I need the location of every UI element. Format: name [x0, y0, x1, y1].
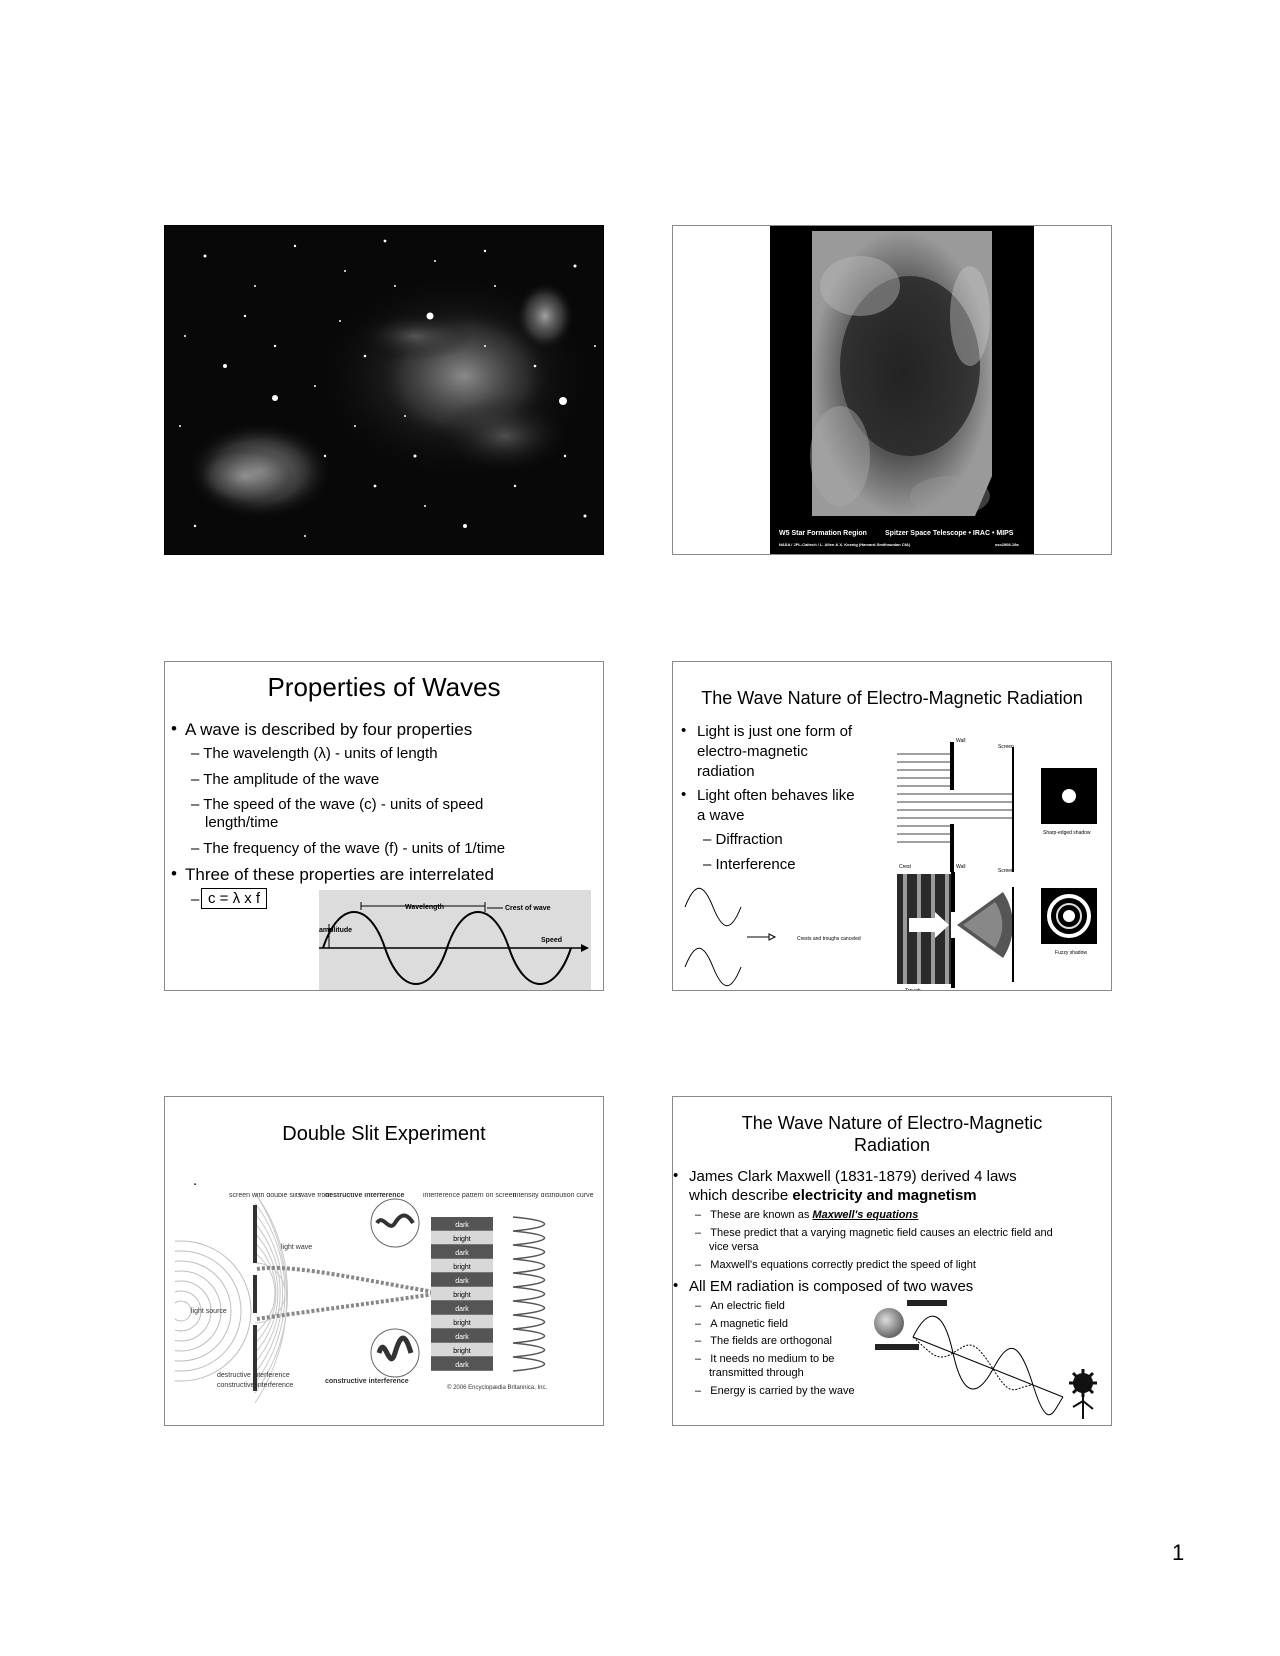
label-sharp-shadow: Sharp-edged shadow [1043, 830, 1091, 836]
sub-speed-of-light: – Maxwell's equations correctly predict the speed of light [695, 1259, 976, 1271]
bullet-four-properties: A wave is described by four properties [185, 720, 473, 739]
label-crests-troughs: Crests and troughs canceled [797, 936, 861, 942]
bullet-two-waves: All EM radiation is composed of two waves [689, 1278, 974, 1295]
bullet-light-form-2: electro-magnetic [697, 743, 808, 760]
sub-amplitude: – The amplitude of the wave [191, 771, 380, 788]
bullet-dot: • [171, 719, 177, 738]
wave-diagram [319, 890, 591, 990]
caption-credit-left: NASA / JPL-Caltech / L. Allen & X. Koenig (Harvard-Smithsonian CfA) [779, 542, 911, 547]
slide-double-slit [164, 1096, 604, 1426]
sub-speed-units: length/time [205, 814, 279, 831]
band-label: bright [453, 1235, 471, 1243]
sub-orthogonal: – The fields are orthogonal [695, 1335, 832, 1347]
band-label: dark [455, 1277, 469, 1285]
page-number: 1 [1172, 1540, 1185, 1565]
bullet-light-form: Light is just one form of [697, 723, 853, 740]
slide-properties-of-waves [164, 661, 604, 991]
slide-title: The Wave Nature of Electro-Magnetic [741, 1113, 1043, 1133]
band-label: bright [453, 1291, 471, 1299]
sub-no-medium: – It needs no medium to be [695, 1353, 835, 1365]
label-lightsource: light source [191, 1308, 227, 1315]
sub-diffraction: – Diffraction [703, 831, 783, 848]
label-intensity: intensity distribution curve [513, 1193, 594, 1199]
sub-maxwell-equations: – These are known as Maxwell's equations [695, 1209, 919, 1221]
slide-title: Properties of Waves [267, 672, 501, 702]
em-wave-diagram [873, 1297, 1109, 1421]
sub-varying-field: – These predict that a varying magnetic field causes an electric field and [695, 1227, 1053, 1239]
band-label: dark [455, 1361, 469, 1369]
bullet-light-wave: Light often behaves like [697, 787, 855, 804]
label-destructive: destructive interference [325, 1193, 405, 1199]
formula-dash: – [191, 891, 200, 908]
label-wall: Wall [956, 738, 966, 744]
band-label: dark [455, 1305, 469, 1313]
bullet-dot: • [673, 1167, 679, 1184]
slide-title: Double Slit Experiment [282, 1123, 486, 1145]
stray-dot: . [193, 1172, 198, 1189]
bullet-dot: • [681, 786, 687, 803]
label-screen-2: Screen [998, 868, 1014, 874]
bullet-interrelated: Three of these properties are interrelated [185, 865, 495, 884]
sub-magnetic: – A magnetic field [695, 1318, 788, 1330]
slide-title-line2: Radiation [853, 1135, 931, 1155]
bullet-dot: • [673, 1277, 679, 1294]
w5-nebula-photo [770, 226, 1034, 555]
label-pattern: interference pattern on screen [423, 1193, 517, 1199]
label-speed: Speed [541, 937, 563, 944]
bullet-light-wave-2: a wave [697, 807, 745, 824]
label-crest: Crest of wave [505, 905, 551, 912]
sub-varying-field-2: vice versa [709, 1241, 759, 1253]
label-wavefront: wave front [299, 1193, 332, 1199]
label-wavelength: Wavelength [405, 904, 445, 911]
slide-wave-nature-em [672, 661, 1112, 991]
sub-energy: – Energy is carried by the wave [695, 1385, 855, 1397]
label-lightwave: light wave [281, 1244, 313, 1251]
bullet-light-form-3: radiation [697, 763, 755, 780]
caption-title-right: Spitzer Space Telescope • IRAC • MIPS [885, 530, 1014, 537]
label-wall-2: Wall [956, 864, 966, 870]
sub-interference: – Interference [703, 856, 796, 873]
label-fuzzy-shadow: Fuzzy shadow [1055, 950, 1087, 956]
label-constructive: constructive interference [325, 1378, 409, 1385]
band-stack [431, 1217, 493, 1371]
sub-speed: – The speed of the wave (c) - units of speed [191, 796, 484, 813]
band-label: bright [453, 1319, 471, 1327]
label-trough: Trough [905, 988, 921, 992]
band-label: bright [453, 1347, 471, 1355]
sub-wavelength: – The wavelength (λ) - units of length [191, 745, 438, 762]
label-legend-destructive: destructive interference [217, 1372, 290, 1379]
caption-credit-right: ssc2008-19a [995, 542, 1019, 547]
bullet-dot: • [171, 864, 177, 883]
double-slit-diagram [175, 1193, 595, 1403]
sub-frequency: – The frequency of the wave (f) - units of 1/time [191, 840, 506, 857]
formula-box: c = λ x f [201, 888, 267, 909]
slide-w5-photo [672, 225, 1112, 555]
label-amplitude: amplitude [319, 927, 353, 934]
slide-title: The Wave Nature of Electro-Magnetic Radiation [701, 688, 1083, 708]
band-label: dark [455, 1249, 469, 1257]
slide-maxwell [672, 1096, 1112, 1426]
band-label: dark [455, 1333, 469, 1341]
bullet-dot: • [681, 722, 687, 739]
diffraction-diagram [673, 732, 1112, 991]
maxwell-equations-link[interactable]: Maxwell's equations [812, 1209, 919, 1221]
sub-electric: – An electric field [695, 1300, 785, 1312]
label-legend-constructive: constructive interference [217, 1382, 294, 1389]
label-screen: Screen [998, 744, 1014, 750]
band-label: bright [453, 1263, 471, 1271]
caption-title-left: W5 Star Formation Region [779, 530, 867, 537]
label-copyright: © 2006 Encyclopædia Britannica, Inc. [447, 1385, 548, 1391]
bullet-maxwell-2: which describe electricity and magnetism [689, 1187, 977, 1204]
star-field-photo [165, 226, 604, 555]
label-crest-2: Crest [899, 864, 911, 870]
sub-no-medium-2: transmitted through [709, 1367, 804, 1379]
label-screen-slits: screen with double slits [229, 1193, 302, 1199]
bullet-maxwell: James Clark Maxwell (1831-1879) derived 4 laws [689, 1168, 1017, 1185]
slide-star-field [164, 225, 604, 555]
band-label: dark [455, 1221, 469, 1229]
